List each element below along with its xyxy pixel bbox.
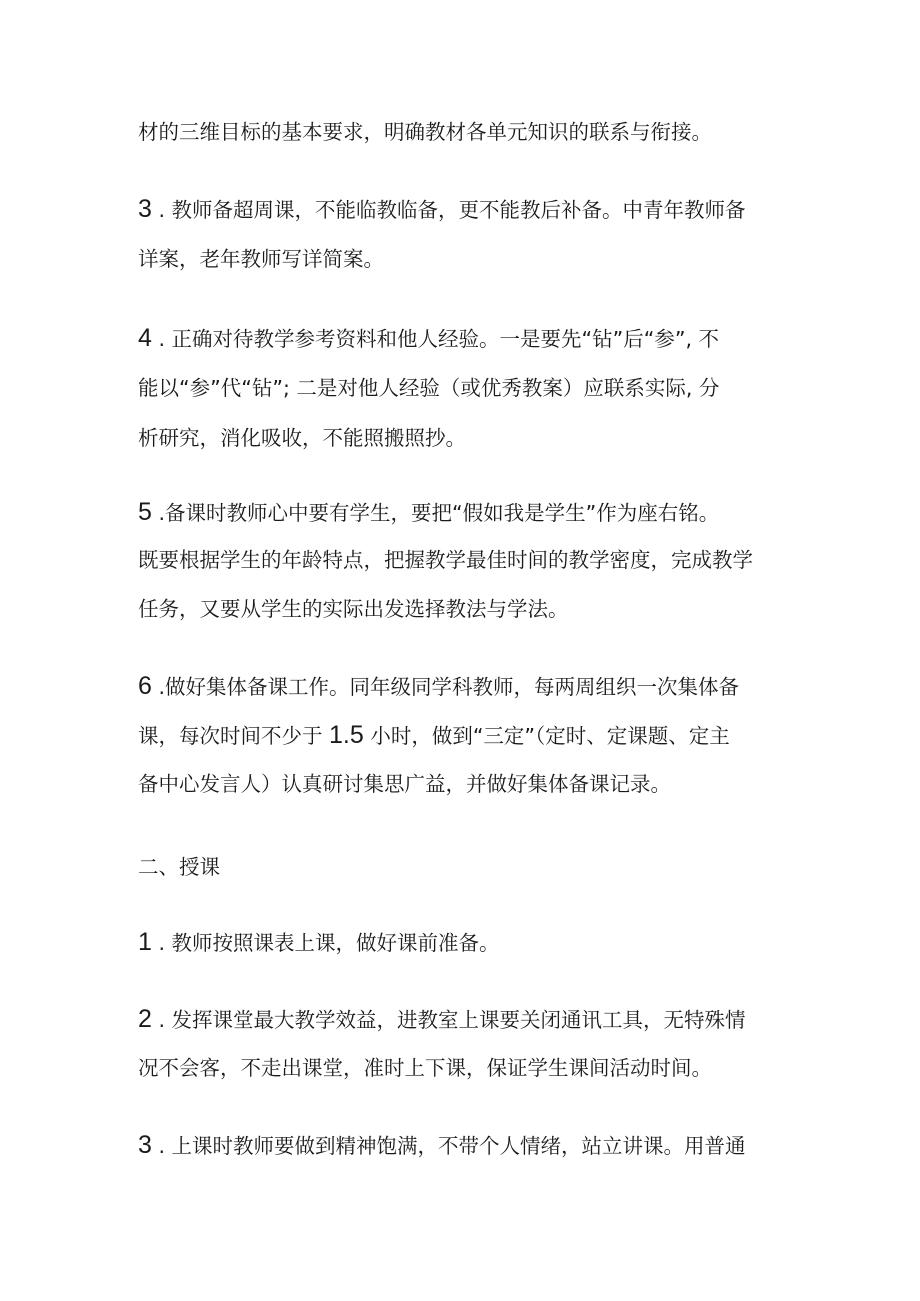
paragraph-line (138, 671, 739, 702)
item-text: . 教师按照课表上课，做好课前准备。 (158, 931, 500, 955)
section-heading: 二、授课 (138, 855, 220, 879)
paragraph-line: 能以“参”代“钻”; 二是对他人经验（或优秀教案）应联系实际, 分 (138, 376, 720, 400)
item-number: 4 (138, 324, 152, 352)
paragraph-line (138, 1130, 745, 1161)
paragraph-line (138, 497, 719, 528)
item-number: 3 (138, 1131, 152, 1159)
paragraph-line: 材的三维目标的基本要求，明确教材各单元知识的联系与衔接。 (138, 120, 712, 144)
paragraph-line (138, 1004, 745, 1035)
paragraph-line (138, 927, 499, 958)
item-text: . 发挥课堂最大教学效益，进教室上课要关闭通讯工具，无特殊情 (158, 1008, 746, 1032)
paragraph-line: 析研究，消化吸收，不能照搬照抄。 (138, 426, 466, 450)
item-text: .备课时教师心中要有学生，要把“假如我是学生”作为座右铭。 (158, 501, 720, 525)
duration-number: 1.5 (329, 721, 364, 749)
paragraph-line: 详案，老年教师写详简案。 (138, 247, 384, 271)
paragraph-line: 备中心发言人）认真研讨集思广益，并做好集体备课记录。 (138, 772, 671, 796)
paragraph-line (138, 194, 745, 225)
paragraph-line: 任务，又要从学生的实际出发选择教法与学法。 (138, 597, 569, 621)
paragraph-line (138, 720, 730, 751)
item-text: .做好集体备课工作。同年级同学科教师，每两周组织一次集体备 (158, 675, 739, 699)
item-number: 5 (138, 498, 152, 526)
paragraph-line: 既要根据学生的年龄特点，把握教学最佳时间的教学密度，完成教学 (138, 548, 753, 572)
item-text: . 上课时教师要做到精神饱满，不带个人情绪，站立讲课。用普通 (158, 1134, 746, 1158)
item-text: . 正确对待教学参考资料和他人经验。一是要先“钻”后“参”, 不 (158, 327, 719, 351)
item-text: 课，每次时间不少于 (138, 724, 330, 748)
item-number: 3 (138, 195, 152, 223)
item-text: 小时，做到“三定”（定时、定课题、定主 (363, 724, 730, 748)
item-number: 2 (138, 1005, 152, 1033)
item-number: 1 (138, 928, 152, 956)
item-text: . 教师备超周课，不能临教临备，更不能教后补备。中青年教师备 (158, 198, 746, 222)
paragraph-line (138, 323, 719, 354)
item-number: 6 (138, 672, 152, 700)
paragraph-line: 况不会客，不走出课堂，准时上下课，保证学生课间活动时间。 (138, 1056, 712, 1080)
